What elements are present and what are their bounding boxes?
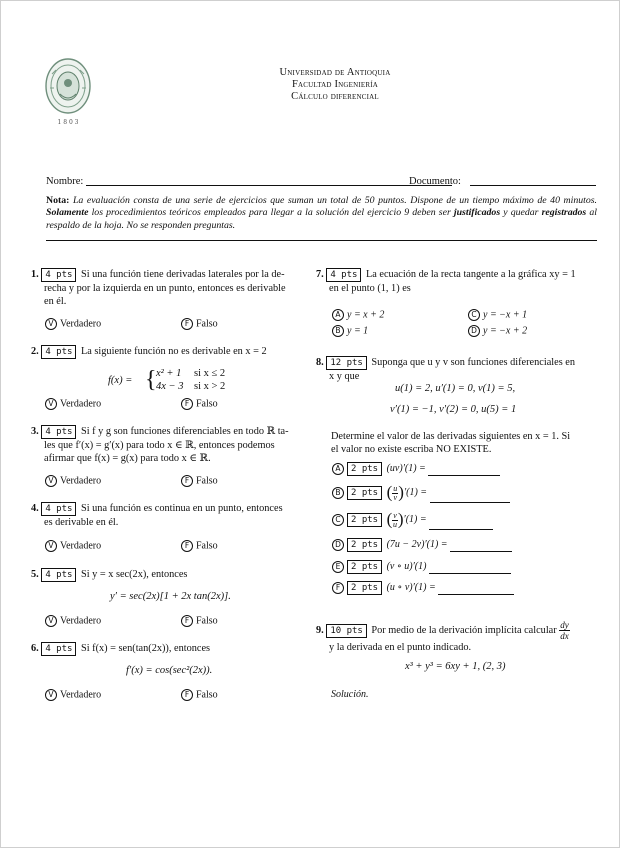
q8-f-expr: (u ∘ v)′(1) = (386, 582, 436, 593)
q2-option-true[interactable] (45, 398, 101, 410)
q1-number: 1. (31, 269, 39, 280)
seal-year: 1 8 0 3 (57, 119, 79, 126)
q3-text-line2: les que f′(x) = g′(x) para todo x ∈ ℝ, entonces podemos (44, 440, 275, 451)
q7-points-badge: 4 pts (326, 268, 361, 282)
q2-true-label: Verdadero (60, 398, 102, 410)
q1-text-line3: en él. (44, 296, 67, 307)
course-name: Cálculo diferencial (291, 91, 379, 102)
q8-b-num: u (393, 483, 398, 493)
q3-text-line1: Si f y g son funciones diferenciables en todo ℝ ta- (78, 426, 289, 437)
q8-b-points: 2 pts (347, 486, 382, 500)
q8-e-points: 2 pts (347, 560, 382, 574)
q6-option-true[interactable] (45, 689, 101, 701)
note-text-4: al respaldo de la hoja. No se responden preguntas. (46, 207, 597, 231)
q5-equation: y′ = sec(2x)[1 + 2x tan(2x)]. (110, 591, 231, 602)
q7-option-b-text: y = 1 (347, 325, 369, 337)
note-text-3: y quedar (500, 207, 542, 219)
q6-true-label: Verdadero (60, 689, 102, 701)
q7-option-a-text: y = x + 2 (347, 309, 385, 321)
q4-false-label: Falso (196, 540, 218, 552)
question-5 (31, 568, 307, 582)
q1-points-badge: 4 pts (41, 268, 76, 282)
q1-false-label: Falso (196, 318, 218, 330)
q6-option-false[interactable] (181, 689, 218, 701)
document-label: Documento: (409, 176, 461, 187)
q8-b-answer-line[interactable] (430, 502, 510, 503)
q4-text-line1: Si una función es continua en un punto, entonces (78, 503, 283, 514)
q4-text-line2: es derivable en él. (44, 517, 119, 528)
note-text-1: La evaluación consta de una serie de ejercicios que suman un total de 50 puntos. Dispone de un tiempo máximo de 40 minutos. (69, 195, 597, 206)
q8-a-answer-line[interactable] (428, 475, 500, 476)
question-8 (316, 356, 601, 383)
exam-note (46, 195, 597, 232)
q2-case1-expr: x² + 1 (156, 368, 182, 379)
q8-d-expr: (7u − 2v)′(1) = (386, 539, 448, 550)
q2-points-badge: 4 pts (41, 345, 76, 359)
q2-case1-cond: si x ≤ 2 (194, 368, 226, 379)
q3-true-label: Verdadero (60, 475, 102, 487)
q4-option-true[interactable] (45, 540, 101, 552)
q8-item-e (332, 560, 511, 574)
question-2 (31, 345, 307, 359)
q8-points-badge: 12 pts (326, 356, 367, 370)
question-1 (31, 268, 307, 308)
q7-option-c[interactable] (468, 309, 527, 321)
q5-true-label: Verdadero (60, 615, 102, 627)
student-info-bar (46, 176, 596, 190)
q7-option-d-text: y = −x + 2 (483, 325, 528, 337)
note-bold-1: Solamente (46, 207, 89, 219)
q9-text-line2: y la derivada en el punto indicado. (329, 642, 472, 653)
q7-option-b[interactable] (332, 325, 368, 337)
question-7 (316, 268, 601, 295)
q8-number: 8. (316, 357, 324, 368)
question-3 (31, 425, 307, 465)
q8-a-letter: A (332, 463, 344, 475)
q8-text-line1: Suponga que u y v son funciones diferenciales en (368, 357, 575, 368)
q2-case2-cond: si x > 2 (194, 381, 226, 392)
q2-case2-expr: 4x − 3 (156, 381, 184, 392)
q2-brace: { (145, 367, 157, 393)
q4-number: 4. (31, 503, 39, 514)
q8-instructions-line1: Determine el valor de las derivadas siguientes en x = 1. Si (331, 431, 571, 442)
q2-false-circle[interactable]: F (181, 398, 193, 410)
q8-item-f (332, 581, 514, 595)
document-line[interactable] (470, 185, 596, 186)
q1-text-line1: Si una función tiene derivadas laterales por la de- (78, 269, 285, 280)
q6-points-badge: 4 pts (41, 642, 76, 656)
q3-false-circle[interactable]: F (181, 475, 193, 487)
q2-false-label: Falso (196, 398, 218, 410)
q1-option-true[interactable] (45, 318, 101, 330)
q4-false-circle[interactable]: F (181, 540, 193, 552)
q2-option-false[interactable] (181, 398, 218, 410)
q9-frac-num: dy (560, 620, 569, 630)
q4-true-circle[interactable]: V (45, 540, 57, 552)
q8-b-den: v (393, 492, 398, 502)
q8-c-points: 2 pts (347, 513, 382, 527)
q5-option-false[interactable] (181, 615, 218, 627)
q1-false-circle[interactable]: F (181, 318, 193, 330)
q8-item-d (332, 538, 512, 552)
q3-number: 3. (31, 426, 39, 437)
q4-true-label: Verdadero (60, 540, 102, 552)
q6-false-label: Falso (196, 689, 218, 701)
question-4 (31, 502, 307, 529)
q5-number: 5. (31, 569, 39, 580)
q8-b-letter: B (332, 487, 344, 499)
question-9 (316, 620, 606, 654)
q6-true-circle[interactable]: V (45, 689, 57, 701)
q6-false-circle[interactable]: F (181, 689, 193, 701)
q3-text-line3: afirmar que f(x) = g(x) para todo x ∈ ℝ. (44, 453, 211, 464)
q1-true-label: Verdadero (60, 318, 102, 330)
q7-option-a[interactable] (332, 309, 384, 321)
note-label: Nota: (46, 195, 70, 206)
q5-false-circle[interactable]: F (181, 615, 193, 627)
q8-c-answer-line[interactable] (429, 529, 493, 530)
q2-text: La siguiente función no es derivable en x = 2 (78, 346, 267, 357)
q8-f-letter: F (332, 582, 344, 594)
q3-option-false[interactable] (181, 475, 218, 487)
q5-option-true[interactable] (45, 615, 101, 627)
q3-false-label: Falso (196, 475, 218, 487)
header (210, 67, 460, 103)
q9-solution-label: Solución. (331, 689, 369, 700)
note-bold-3: registrados (541, 207, 587, 219)
q4-option-false[interactable] (181, 540, 218, 552)
q8-a-expr: (uv)′(1) = (386, 463, 426, 474)
q7-a-circle[interactable]: A (332, 309, 344, 321)
q8-item-a (332, 462, 500, 476)
name-line[interactable] (86, 185, 452, 186)
question-6 (31, 642, 307, 656)
q8-c-num: v (393, 510, 397, 520)
q8-e-expr: (v ∘ u)′(1) (386, 561, 427, 572)
q6-equation: f′(x) = cos(sec²(2x)). (126, 665, 213, 676)
q8-c-expr: ′(1) = (403, 514, 427, 526)
q1-true-circle[interactable]: V (45, 318, 57, 330)
faculty-name: Facultad Ingeniería (291, 79, 379, 90)
q8-a-points: 2 pts (347, 462, 382, 476)
q1-option-false[interactable] (181, 318, 218, 330)
q3-true-circle[interactable]: V (45, 475, 57, 487)
q9-number: 9. (316, 624, 324, 636)
q8-item-c: C 2 pts ( $\frac{v}{u}$ )′(1) = (332, 510, 493, 530)
note-bold-2: justificados (453, 207, 501, 219)
note-text-2: los procedimientos teóricos empleados para llegar a la solución del ejercicio 9 deben ser (88, 207, 454, 219)
q8-d-answer-line[interactable] (450, 551, 512, 552)
q5-true-circle[interactable]: V (45, 615, 57, 627)
q8-e-answer-line[interactable] (429, 573, 511, 574)
q8-data-line2: v′(1) = −1, v′(2) = 0, u(5) = 1 (390, 404, 517, 415)
q1-text-line2: recha y por la izquierda en un punto, entonces es derivable (44, 283, 286, 294)
q7-number: 7. (316, 269, 324, 280)
q2-lhs: f(x) = (108, 375, 133, 386)
q2-piecewise-function (108, 368, 268, 396)
q8-c-letter: C (332, 514, 344, 526)
q6-text: Si f(x) = sen(tan(2x)), entonces (78, 643, 211, 654)
q9-equation: x³ + y³ = 6xy + 1, (2, 3) (405, 661, 506, 672)
q5-text: Si y = x sec(2x), entonces (78, 569, 188, 580)
q8-instructions-line2: el valor no existe escriba NO EXISTE. (331, 444, 492, 455)
divider (46, 240, 597, 241)
q3-option-true[interactable] (45, 475, 101, 487)
q2-true-circle[interactable]: V (45, 398, 57, 410)
q5-points-badge: 4 pts (41, 568, 76, 582)
q7-d-circle[interactable]: D (468, 325, 480, 337)
q7-option-c-text: y = −x + 1 (483, 309, 528, 321)
q8-text-line2: x y que (329, 371, 360, 382)
q7-text-line1: La ecuación de la recta tangente a la gráfica xy = 1 (363, 269, 576, 280)
q5-false-label: Falso (196, 615, 218, 627)
q2-number: 2. (31, 346, 39, 357)
university-seal-logo (44, 56, 92, 128)
q7-b-circle[interactable]: B (332, 325, 344, 337)
q8-e-letter: E (332, 561, 344, 573)
q8-c-den: u (393, 519, 398, 529)
q7-c-circle[interactable]: C (468, 309, 480, 321)
q9-frac-den: dx (560, 631, 569, 641)
q8-d-points: 2 pts (347, 538, 382, 552)
q4-points-badge: 4 pts (41, 502, 76, 516)
q9-points-badge: 10 pts (326, 624, 367, 638)
q3-points-badge: 4 pts (41, 425, 76, 439)
q8-data-line1: u(1) = 2, u′(1) = 0, v(1) = 5, (395, 383, 516, 394)
university-name: Universidad de Antioquia (279, 67, 391, 78)
q8-f-answer-line[interactable] (438, 594, 514, 595)
q8-item-b: B 2 pts ( $\frac{u}{v}$ )′(1) = (332, 483, 510, 503)
q7-option-d[interactable] (468, 325, 527, 337)
q6-number: 6. (31, 643, 39, 654)
name-label: Nombre: (46, 176, 84, 187)
q8-f-points: 2 pts (347, 581, 382, 595)
q8-b-expr: ′(1) = (403, 487, 428, 499)
q8-instructions (331, 430, 599, 456)
q7-text-line2: en el punto (1, 1) es (329, 283, 411, 294)
q8-d-letter: D (332, 539, 344, 551)
q9-fraction (559, 620, 570, 641)
q9-text-line1: Por medio de la derivación implícita calcular (368, 624, 557, 636)
